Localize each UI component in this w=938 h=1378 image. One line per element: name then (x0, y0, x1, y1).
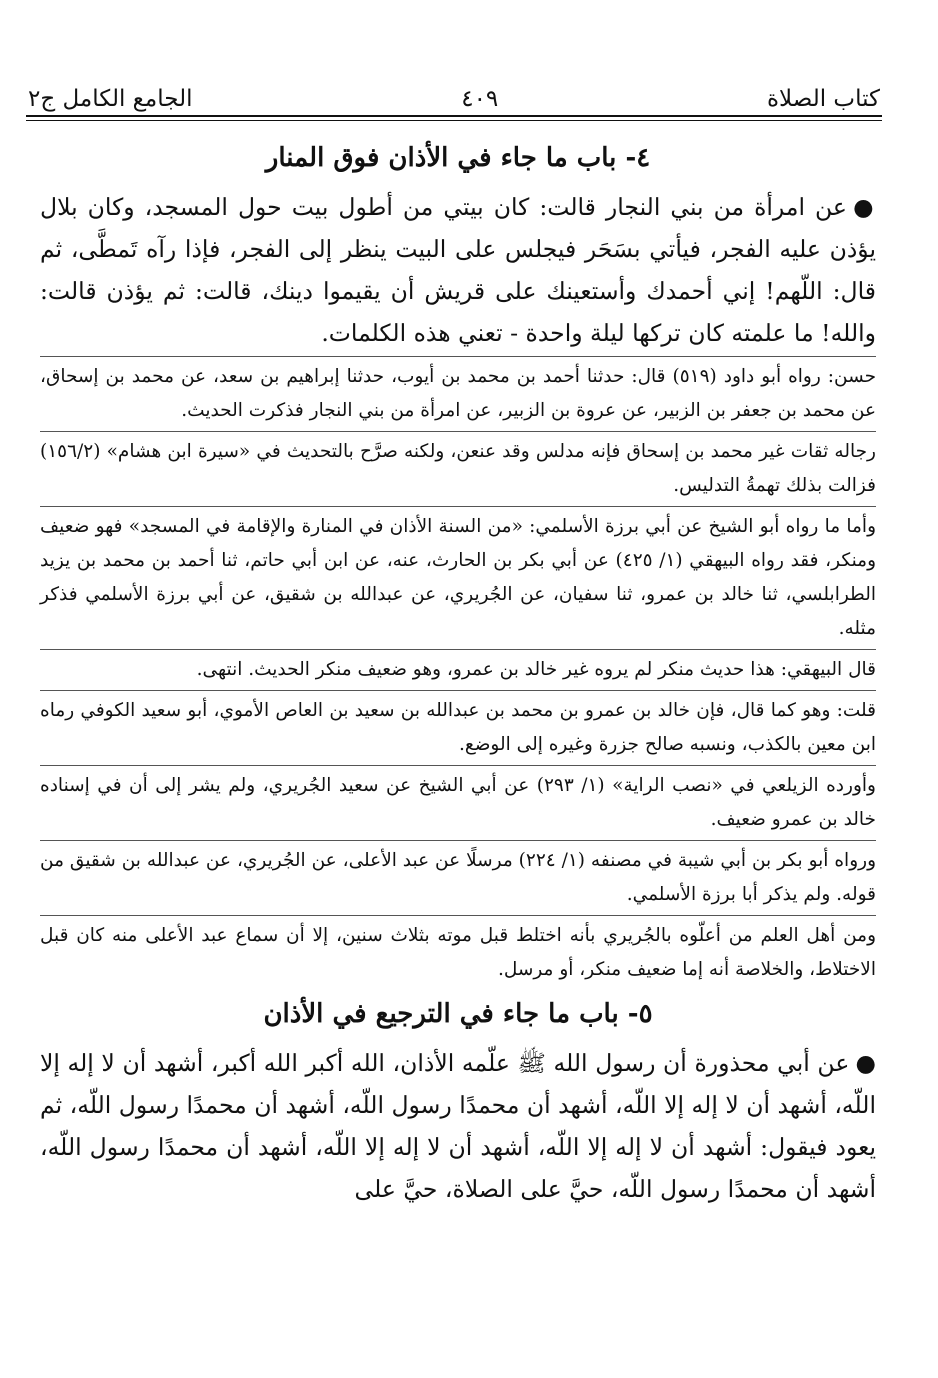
section-5-hadith-text: عن أبي محذورة أن رسول الله ﷺ علّمه الأذان، الله أكبر الله أكبر، أشهد أن لا إله إلا اللّه، أشهد أن لا إله إلا اللّه، أشهد أن محمدًا رسول اللّه، أشهد أن محمدًا رسول اللّه، ثم يعود فيقول: أشهد أن لا إله إلا اللّه، أشهد أن لا إله إلا اللّه، أشهد أن محمدًا رسول اللّه، أشهد أن محمدًا رسول اللّه، حيَّ على الصلاة، حيَّ على (40, 1049, 876, 1203)
header-rule (26, 115, 882, 117)
section-5-hadith (40, 1042, 876, 1210)
footnote: حسن: رواه أبو داود (٥١٩) قال: حدثنا أحمد بن محمد بن أيوب، حدثنا إبراهيم بن سعد، عن محمد بن إسحاق، عن محمد بن جعفر بن الزبير، عن عروة بن الزبير، عن امرأة من بني النجار فذكرت الحديث. (40, 356, 876, 431)
footnote: قلت: وهو كما قال، فإن خالد بن عمرو بن محمد بن عبدالله بن سعيد بن العاص الأموي، أبو سعيد الكوفي رماه ابن معين بالكذب، ونسبه صالح جزرة وغيره إلى الوضع. (40, 690, 876, 765)
bullet-icon: ● (855, 1049, 876, 1077)
chapter-title: كتاب الصلاة (767, 86, 880, 112)
book-title: الجامع الكامل ج٢ (28, 86, 193, 112)
running-header (28, 66, 880, 112)
page-content (40, 134, 876, 1212)
footnote: وأما ما رواه أبو الشيخ عن أبي برزة الأسلمي: «من السنة الأذان في المنارة والإقامة في المسجد» فهو ضعيف ومنكر، فقد رواه البيهقي (١/ ٤٢٥) عن أبي بكر بن الحارث، عنه، عن ابن أبي حاتم، ثنا أحمد بن محمد بن يزيد الطرابلسي، ثنا خالد بن عمرو، ثنا سفيان، عن الجُريري، عن عبدالله بن شقيق، عن أبي برزة الأسلمي فذكر مثله. (40, 506, 876, 649)
footnote: ورواه أبو بكر بن أبي شيبة في مصنفه (١/ ٢٢٤) مرسلًا عن عبد الأعلى، عن الجُريري، عن عبدالله بن شقيق من قوله. ولم يذكر أبا برزة الأسلمي. (40, 840, 876, 915)
section-5-heading: ٥- باب ما جاء في الترجيع في الأذان (263, 999, 653, 1029)
section-4-hadith-text: عن امرأة من بني النجار قالت: كان بيتي من أطول بيت حول المسجد، وكان بلال يؤذن عليه الفجر، فيأتي بسَحَر فيجلس على البيت ينظر إلى الفجر، فإذا رآه تَمطَّى، ثم قال: اللّهم! إني أحمدك وأستعينك على قريش أن يقيموا دينك، قالت: ثم يؤذن قالت: والله! ما علمته كان تركها ليلة واحدة - تعني هذه الكلمات. (40, 193, 876, 347)
footnote: رجاله ثقات غير محمد بن إسحاق فإنه مدلس وقد عنعن، ولكنه صرَّح بالتحديث في «سيرة ابن هشام» (١٥٦/٢) فزالت بذلك تهمةُ التدليس. (40, 431, 876, 506)
footnote: ومن أهل العلم من أعلّوه بالجُريري بأنه اختلط قبل موته بثلاث سنين، إلا أن سماع عبد الأعلى منه كان قبل الاختلاط، والخلاصة أنه إما ضعيف منكر، أو مرسل. (40, 915, 876, 990)
page-number: ٤٠٩ (461, 86, 499, 112)
section-4-heading: ٤- باب ما جاء في الأذان فوق المنار (265, 143, 651, 173)
header-rule-thin (26, 120, 882, 121)
bullet-icon: ● (852, 193, 876, 221)
section-4-hadith (40, 186, 876, 354)
footnote: وأورده الزيلعي في «نصب الراية» (١/ ٢٩٣) عن أبي الشيخ عن سعيد الجُريري، ولم يشر إلى أن في إسناده خالد بن عمرو ضعيف. (40, 765, 876, 840)
footnote: قال البيهقي: هذا حديث منكر لم يروه غير خالد بن عمرو، وهو ضعيف منكر الحديث. انتهى. (40, 649, 876, 690)
